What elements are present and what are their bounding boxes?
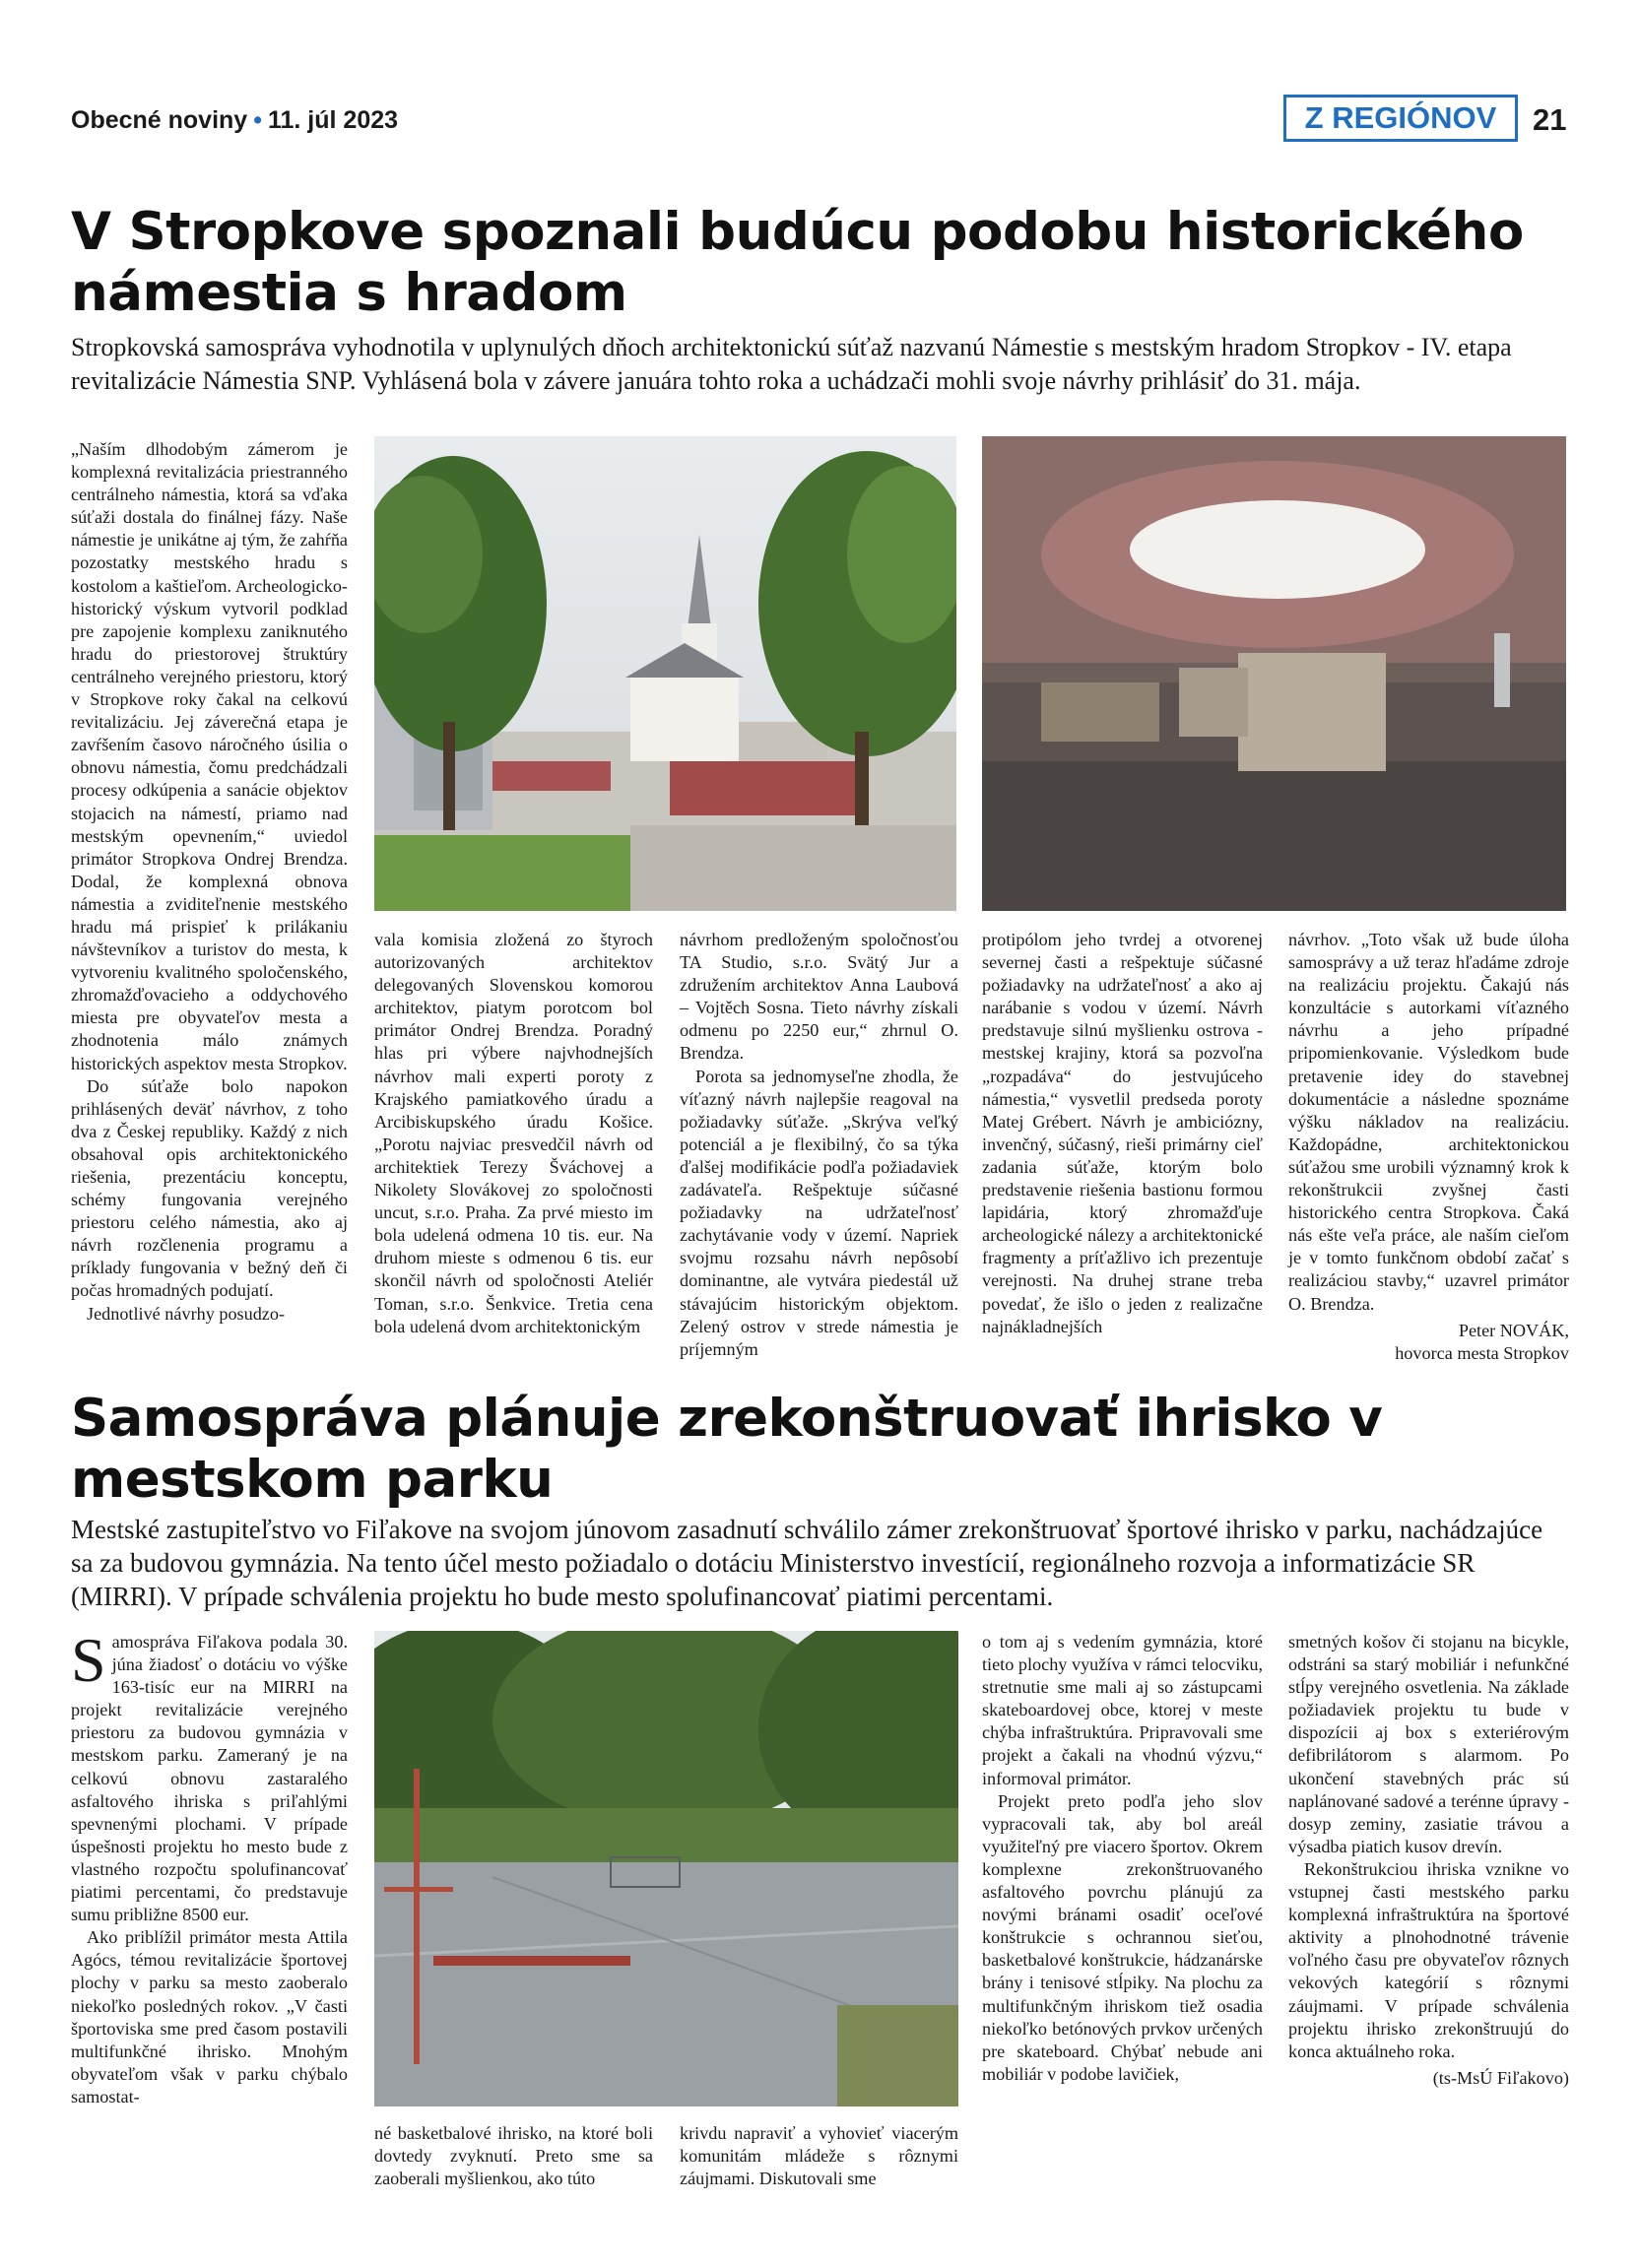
signature: (ts-MsÚ Fiľakovo) bbox=[1432, 2067, 1569, 2088]
signature-role: hovorca mesta Stropkov bbox=[1395, 1342, 1569, 1363]
signature-name: Peter NOVÁK, bbox=[1458, 1320, 1569, 1340]
square-visualization-photo bbox=[374, 436, 956, 911]
basketball-post bbox=[414, 1769, 420, 2064]
paragraph: Projekt preto podľa jeho slov vypracovali tak, aby bol areál využiteľný pre viacero športov. Okrem komplexne zrekonštruovaného asfaltového povrchu plánujú za novými bránami osadiť oceľové konštrukcie s ochrannou sieťou, basketbalové konštrukcie, hádzanárske brány i tenisové stĺpiky. Na plochu za multifunkčným ihriskom tiež osadia niekoľko betónových prvkov určených pre skateboard. Chýbať nebude ani mobiliár v podobe lavičiek, bbox=[982, 1790, 1263, 2084]
paragraph: Porota sa jednomyseľne zhodla, že víťazný návrh najlepšie reagoval na požiadavky súťaže. „Skrýva veľký potenciál a je flexibilný, čo sa týka ďalšej modifikácie podľa požiadaviek zadávateľa. Rešpektuje súčasné požiadavky na udržateľnosť zachytávanie vody v území. Napriek svojmu rozsahu návrh nepôsobí dominantne, ale vytvára piedestál už stávajúcim historickým objektom. Zelený ostrov v strede námestia je príjemným bbox=[680, 1066, 958, 1359]
issue-date: 11. júl 2023 bbox=[267, 106, 399, 134]
paragraph: né basketbalové ihrisko, na ktoré boli dovtedy zvyknutí. Preto sme sa zaoberali myšlienkou, ako túto bbox=[374, 2123, 653, 2189]
paragraph: protipólom jeho tvrdej a otvorenej severnej časti a rešpektuje súčasné požiadavky na udržateľnosť a ako aj narábanie s vodou v území. Návrh predstavuje silnú myšlienku ostrova - mestskej krajiny, ktorá sa pozvoľna „rozpadáva“ do jestvujúceho námestia,“ vysvetlil predseda poroty Matej Grébert. Návrh je ambiciózny, invenčný, súčasný, rieši primárny cieľ zadania súťaže, ktorým bolo predstavenie riešenia bastionu formou lapidária, ktorý zhromažďuje archeologické nálezy a architektonické fragmenty a príťažlivo ich prezentuje verejnosti. Na druhej strane treba povedať, že išlo o jeden z realizačne najnákladnejších bbox=[982, 930, 1263, 1336]
paragraph: Ako priblížil primátor mesta Attila Agócs, témou revitalizácie športovej plochy v parku sa mesto zaoberalo niekoľko posledných rokov. „V časti športoviska sme pred časom postavili multifunkčné ihrisko. Mnohým obyvateľom však v parku chýbalo samostat- bbox=[71, 1927, 348, 2106]
skylight-opening bbox=[1130, 500, 1425, 599]
article2-column-3 bbox=[680, 2122, 958, 2190]
underground-lapidarium-photo bbox=[982, 436, 1566, 911]
paragraph: „Naším dlhodobým zámerom je komplexná revitalizácia priestranného centrálneho námestia, ktorá sa vďaka súťaži dostala do finálnej fázy. Naše námestie je unikátne aj tým, že zahŕňa pozostatky mestského hradu s kostolom a kaštieľom. Archeologicko-historický výskum vytvoril podklad pre zapojenie komplexu zaniknutého hradu do priestorovej štruktúry centrálneho verejného priestoru, ktorý v Stropkove roky čakal na celkovú revitalizáciu. Jej záverečná etapa je zavŕšením časovo náročného úsilia o obnovu námestia, čomu predchádzali procesy odkúpenia a sanácie objektov stojacich na námestí, priamo nad mestským opevnením,“ uviedol primátor Stropkova Ondrej Brendza. Dodal, že komplexná obnova námestia a zviditeľnenie mestského hradu má prispieť k prilákaniu návštevníkov a turistov do mesta, k vytvoreniu kvalitného spoločenského, zhromažďovacieho a oddychového miesta pre obyvateľov mesta a zhodnotenia málo známych historických aspektov mesta Stropkov. bbox=[71, 439, 348, 1073]
paragraph: smetných košov či stojanu na bicykle, odstráni sa starý mobiliár i nefunkčné stĺpy verejného osvetlenia. Na základe požiadaviek projektu tu bude v dispozícii aj box s exteriérovým defibrilátorom s alarmom. Po ukončení stavebných prác sú naplánované sadové a terénne úpravy - dosyp zeminy, zasiatie trávou a výsadba piatich kusov drevín. bbox=[1288, 1632, 1569, 1856]
publication-name: Obecné noviny bbox=[71, 106, 248, 134]
paragraph: Do súťaže bolo napokon prihlásených deväť návrhov, z toho dva z Českej republiky. Každý z nich obsahoval opis architektonického riešenia, prezentáciu konceptu, schémy fungovania verejného priestoru celého námestia, ako aj návrh rozčlenenia programu a príklady fungovania v bežný deň či počas hromadných podujatí. bbox=[71, 1075, 348, 1301]
stone-ruin bbox=[1238, 653, 1386, 771]
red-wall bbox=[670, 761, 857, 815]
paragraph: návrhom predloženým spoločnosťou TA Studio, s.r.o. Svätý Jur a združením architektov Anna Laubová – Vojtěch Sosna. Tieto návrhy získali odmenu po 2250 eur,“ zhrnul O. Brendza. bbox=[680, 930, 958, 1064]
paragraph: návrhov. „Toto však už bude úloha samosprávy a už teraz hľadáme zdroje na realizáciu projektu. Čakajú nás konzultácie s autorkami víťazného návrhu a jeho prípadné pripomienkovanie. Výsledkom bude pretavenie idey do stavebnej dokumentácie a následne spoznáme výšku nákladov na realizáciu. Každopádne, architektonickou súťažou sme urobili významný krok k rekonštrukcii zvyšnej časti historického centra Stropkova. Čaká nás ešte veľa práce, ale naším cieľom je v tomto funkčnom období začať s realizáciou stavby,“ uzavrel primátor O. Brendza. bbox=[1288, 930, 1569, 1314]
article2-column-2 bbox=[374, 2122, 653, 2190]
playground-photo bbox=[374, 1631, 958, 2106]
article2-column-5 bbox=[1288, 1631, 1569, 2090]
section-label: Z REGIÓNOV bbox=[1283, 95, 1518, 142]
paragraph: Rekonštrukciou ihriska vznikne vo vstupnej časti mestského parku komplexná infraštruktúra na športové aktivity a plnohodnotné trávenie voľného času pre obyvateľov rôznych vekových kategórií s rôznymi záujmami. V prípade schválenia projektu ihrisko zrekonštruujú do konca aktuálneho roka. bbox=[1288, 1858, 1569, 2061]
article2-column-4 bbox=[982, 1631, 1263, 2086]
article1-column-1 bbox=[71, 438, 348, 1326]
article1-headline: V Stropkove spoznali budúcu podobu historického námestia s hradom bbox=[71, 202, 1524, 323]
article1-column-4 bbox=[982, 929, 1263, 1338]
page-number: 21 bbox=[1533, 102, 1567, 137]
article1-lead: Stropkovská samospráva vyhodnotila v uplynulých dňoch architektonickú súťaž nazvanú Námestie s mestským hradom Stropkov - IV. etapa revitalizácie Námestia SNP. Vyhlásená bola v závere januára tohto roka a uchádzači mohli svoje návrhy prihlásiť do 31. mája. bbox=[71, 333, 1512, 395]
drop-cap: S bbox=[71, 1625, 106, 1695]
article1-column-5 bbox=[1288, 929, 1569, 1365]
paragraph: krivdu napraviť a vyhovieť viacerým komunitám mládeže s rôznymi záujmami. Diskutovali sme bbox=[680, 2123, 958, 2189]
article2-lead: Mestské zastupiteľstvo vo Fiľakove na svojom júnovom zasadnutí schválilo zámer zrekonštruovať športové ihrisko v parku, nachádzajúce sa za budovou gymnázia. Na tento účel mesto požiadalo o dotáciu Ministerstvo investícií, regionálneho rozvoja a informatizácie SR (MIRRI). V prípade schválenia projektu ho bude mesto spolufinancovať piatimi percentami. bbox=[71, 1515, 1543, 1611]
article2-headline: Samospráva plánuje zrekonštruovať ihrisko v mestskom parku bbox=[71, 1389, 1383, 1510]
bench bbox=[433, 1956, 630, 1966]
paragraph: o tom aj s vedením gymnázia, ktoré tieto plochy využíva v rámci telocviku, stretnutie sme mali aj so zástupcami skateboardovej obce, ktorej v meste chýba infraštruktúra. Pripravovali sme projekt a čakali na vhodnú výzvu,“ informoval primátor. bbox=[982, 1632, 1263, 1788]
article2-column-1 bbox=[71, 1625, 348, 2108]
separator-dot: • bbox=[253, 106, 262, 134]
article1-column-2 bbox=[374, 929, 653, 1338]
article1-column-3 bbox=[680, 929, 958, 1361]
visitor-figure bbox=[1494, 633, 1510, 707]
masthead bbox=[71, 106, 398, 135]
paragraph: vala komisia zložená zo štyroch autorizovaných architektov delegovaných Slovenskou komorou architektov, piatym porotcom bol primátor Ondrej Brendza. Poradný hlas pri výbere najvhodnejších návrhov mali experti poroty z Krajského pamiatkového úradu a Arcibiskupského úradu Košice. „Porotu najviac presvedčil návrh od architektiek Terezy Šváchovej a Nikolety Slovákovej zo spoločnosti uncut, s.r.o. Praha. Za prvé miesto im bola udelená odmena 10 tis. eur. Na druhom mieste s odmenou 6 tis. eur skončil návrh od spoločnosti Ateliér Toman, s.r.o. Šenkvice. Tretia cena bola udelená dvom architektonickým bbox=[374, 930, 653, 1336]
paragraph: Jednotlivé návrhy posudzo- bbox=[87, 1303, 286, 1324]
paragraph: Samospráva Fiľakova podala 30. júna žiadosť o dotáciu vo výške 163-tisíc eur na MIRRI na projekt revitalizácie verejného priestoru za budovou gymnázia v mestskom parku. Zameraný je na celkovú obnovu zastaralého asfaltového ihriska s priľahlými spevnenými plochami. V prípade úspešnosti projektu ho mesto bude z vlastného rozpočtu spolufinancovať piatimi percentami, čo predstavuje sumu približne 8500 eur. bbox=[71, 1625, 348, 1925]
